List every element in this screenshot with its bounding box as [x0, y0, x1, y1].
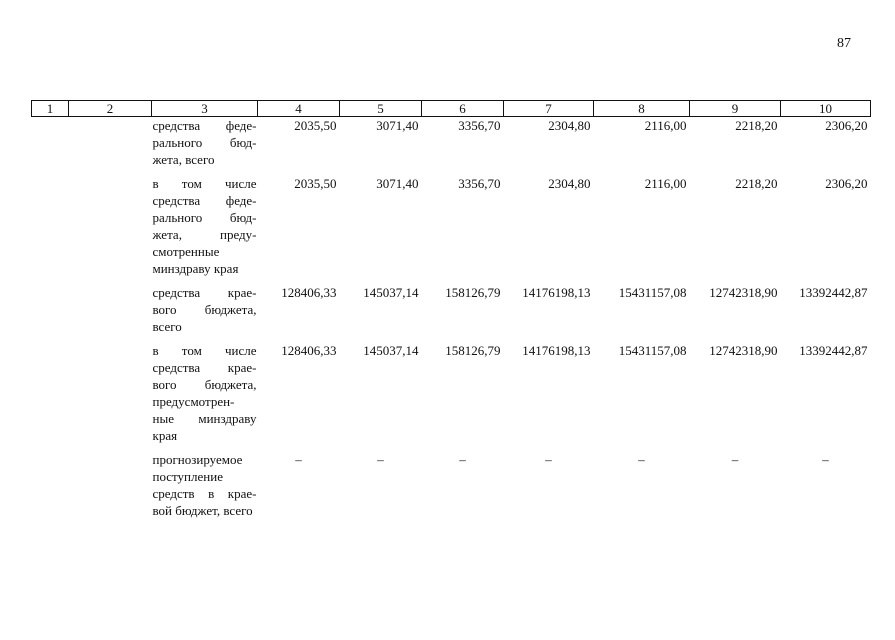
column-header: 2	[69, 101, 152, 117]
desc-line: всего	[223, 503, 253, 518]
col2-cell	[69, 335, 152, 444]
col2-cell	[69, 444, 152, 519]
col1-cell	[32, 117, 69, 169]
value-cell: 128406,33	[281, 285, 337, 300]
desc-line: средства крае-	[152, 285, 257, 300]
value-cell: 2218,20	[735, 176, 778, 191]
column-header: 3	[152, 101, 258, 117]
desc-line: минздраву края	[152, 261, 239, 276]
value-cell: –	[377, 452, 384, 467]
desc-line: вой бюджет,	[152, 503, 221, 518]
column-number-header-row	[32, 101, 871, 117]
value-cell: –	[295, 452, 302, 467]
desc-line: средств в крае-	[152, 486, 257, 501]
value-cell: 3071,40	[376, 176, 419, 191]
value-cell: 2035,50	[294, 176, 337, 191]
table-row	[32, 444, 871, 519]
value-cell: 3071,40	[376, 118, 419, 133]
value-cell: 15431157,08	[618, 285, 687, 300]
row-description	[152, 168, 258, 277]
row-description	[152, 117, 258, 169]
budget-table	[31, 100, 871, 519]
column-header: 10	[781, 101, 871, 117]
desc-line: вого бюджета,	[152, 377, 257, 392]
desc-line: предусмотрен-	[152, 394, 235, 409]
value-cell: 128406,33	[281, 343, 337, 358]
column-header: 6	[422, 101, 504, 117]
desc-line: поступление	[152, 469, 223, 484]
col2-cell	[69, 277, 152, 335]
value-cell: 3356,70	[458, 118, 501, 133]
desc-line: ные минздраву	[152, 411, 257, 426]
col1-cell	[32, 168, 69, 277]
desc-line: в том числе	[152, 343, 257, 358]
value-cell: –	[459, 452, 466, 467]
col1-cell	[32, 444, 69, 519]
value-cell: 2306,20	[825, 118, 868, 133]
table-row	[32, 117, 871, 169]
desc-line: средства феде-	[152, 193, 257, 208]
page-number: 87	[837, 36, 851, 51]
value-cell: 13392442,87	[799, 285, 868, 300]
value-cell: 145037,14	[363, 343, 419, 358]
value-cell: 12742318,90	[709, 343, 778, 358]
value-cell: 158126,79	[445, 285, 501, 300]
desc-line: всего	[152, 319, 182, 334]
desc-line: в том числе	[152, 176, 257, 191]
desc-line: жета, преду-	[152, 227, 257, 242]
value-cell: 2304,80	[548, 118, 591, 133]
column-header: 8	[594, 101, 690, 117]
value-cell: 2306,20	[825, 176, 868, 191]
row-description	[152, 335, 258, 444]
value-cell: 13392442,87	[799, 343, 868, 358]
col1-cell	[32, 335, 69, 444]
desc-line: вого бюджета,	[152, 302, 257, 317]
value-cell: 2304,80	[548, 176, 591, 191]
desc-line: средства крае-	[152, 360, 257, 375]
value-cell: 14176198,13	[522, 285, 591, 300]
col2-cell	[69, 168, 152, 277]
desc-line: рального бюд-	[152, 210, 257, 225]
value-cell: –	[638, 452, 645, 467]
table-row	[32, 277, 871, 335]
desc-line: края	[152, 428, 178, 443]
row-description	[152, 277, 258, 335]
col1-cell	[32, 277, 69, 335]
value-cell: 14176198,13	[522, 343, 591, 358]
column-header: 9	[690, 101, 781, 117]
column-header: 5	[340, 101, 422, 117]
column-header: 1	[32, 101, 69, 117]
desc-line: смотренные	[152, 244, 220, 259]
desc-line: средства феде-	[152, 118, 257, 133]
column-header: 7	[504, 101, 594, 117]
table-row	[32, 335, 871, 444]
value-cell: 3356,70	[458, 176, 501, 191]
value-cell: 2218,20	[735, 118, 778, 133]
value-cell: 12742318,90	[709, 285, 778, 300]
table-row	[32, 168, 871, 277]
value-cell: 2116,00	[644, 118, 687, 133]
value-cell: 145037,14	[363, 285, 419, 300]
column-header: 4	[258, 101, 340, 117]
value-cell: 2035,50	[294, 118, 337, 133]
desc-line: прогнозируемое	[152, 452, 243, 467]
desc-line: рального бюд-	[152, 135, 257, 150]
value-cell: 158126,79	[445, 343, 501, 358]
value-cell: 15431157,08	[618, 343, 687, 358]
row-description	[152, 444, 258, 519]
value-cell: –	[822, 452, 829, 467]
value-cell: –	[731, 452, 739, 467]
value-cell: –	[545, 452, 552, 467]
desc-line: жета, всего	[152, 152, 215, 167]
value-cell: 2116,00	[644, 176, 687, 191]
col2-cell	[69, 117, 152, 169]
